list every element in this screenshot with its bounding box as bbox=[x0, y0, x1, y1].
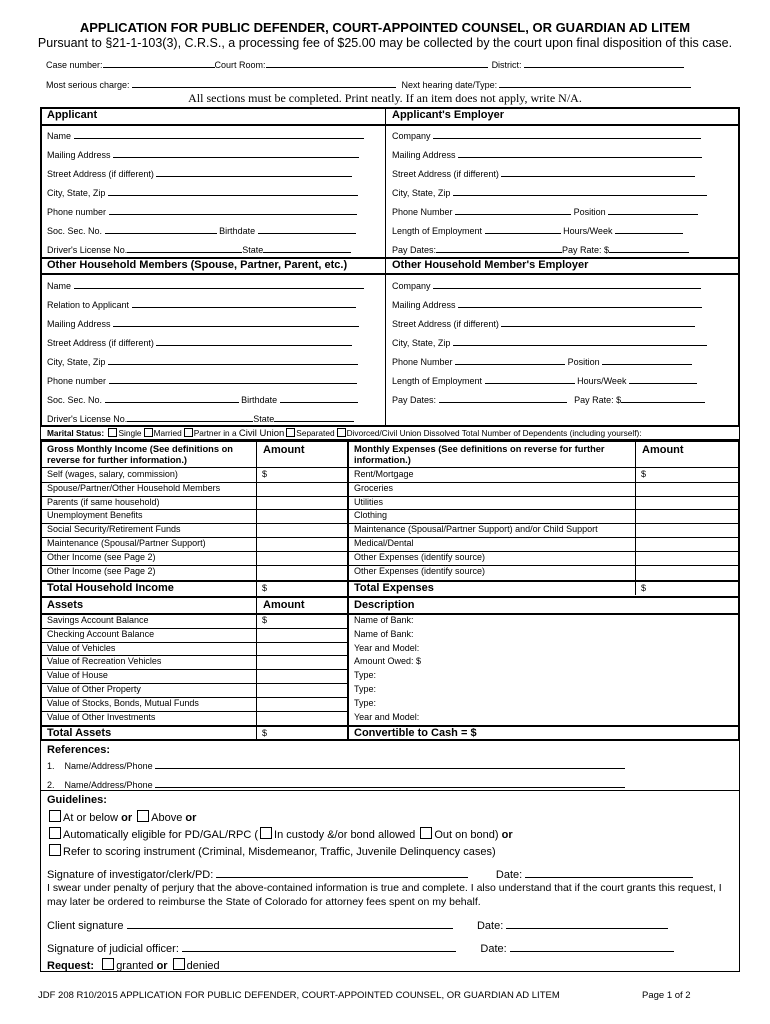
row-divider bbox=[40, 551, 740, 552]
asset-description[interactable]: Type: bbox=[354, 684, 377, 694]
position-label: Position bbox=[573, 207, 606, 217]
reference-2 bbox=[47, 779, 625, 790]
auto-eligible-label: Automatically eligible for PD/GAL/RPC ( bbox=[63, 829, 259, 841]
hh-position-field[interactable] bbox=[602, 356, 692, 365]
household-ssn-row bbox=[47, 394, 358, 405]
references-heading: References: bbox=[47, 744, 110, 756]
asset-description[interactable]: Year and Model: bbox=[354, 642, 420, 653]
hh-city-field[interactable] bbox=[108, 356, 358, 365]
hh-birthdate-label: Birthdate bbox=[241, 395, 278, 405]
asset-description[interactable]: Type: bbox=[354, 697, 377, 708]
ref-2-label: Name/Address/Phone bbox=[64, 780, 153, 790]
household-phone-row bbox=[47, 375, 357, 386]
marital-status-line bbox=[47, 428, 642, 439]
hh-emp-mailing-field[interactable] bbox=[458, 299, 702, 308]
applicant-street-row bbox=[47, 168, 352, 179]
hh-company-label: Company bbox=[392, 281, 431, 291]
at-or-below-checkbox[interactable] bbox=[49, 810, 61, 822]
asset-row-label: Savings Account Balance bbox=[47, 615, 149, 625]
name-field[interactable] bbox=[74, 130, 364, 139]
judicial-date-label: Date: bbox=[480, 943, 507, 955]
applicant-heading: Applicant bbox=[47, 109, 98, 121]
refer-row bbox=[47, 844, 496, 858]
hh-employer-company-row bbox=[392, 280, 701, 291]
ref-2-field[interactable] bbox=[155, 779, 625, 788]
auto-eligible-row bbox=[47, 827, 513, 841]
expense-row-label: Rent/Mortgage bbox=[354, 469, 414, 479]
ref-1-label: Name/Address/Phone bbox=[64, 761, 153, 771]
asset-row-label: Value of Stocks, Bonds, Mutual Funds bbox=[47, 697, 199, 708]
in-custody-label: In custody &/or bond allowed bbox=[274, 829, 416, 841]
applicant-mailing-row bbox=[47, 149, 359, 160]
district-label: District: bbox=[491, 60, 522, 70]
asset-row-divider bbox=[40, 628, 348, 629]
household-relation-row bbox=[47, 299, 356, 310]
investigator-sig-label: Signature of investigator/clerk/PD: bbox=[47, 869, 214, 881]
request-row bbox=[47, 958, 220, 972]
auto-eligible-checkbox[interactable] bbox=[49, 827, 61, 839]
row-divider bbox=[40, 537, 740, 538]
hh-license-field[interactable] bbox=[127, 413, 253, 422]
hh-length-field[interactable] bbox=[485, 375, 575, 384]
or-label-3: or bbox=[501, 829, 513, 841]
form-title: APPLICATION FOR PUBLIC DEFENDER, COURT-APPOINTED COUNSEL, OR GUARDIAN AD LITEM bbox=[79, 20, 691, 35]
phone-label: Phone number bbox=[47, 207, 107, 217]
hh-company-field[interactable] bbox=[433, 280, 701, 289]
income-heading: Gross Monthly Income (See definitions on reverse for further information.) bbox=[47, 444, 233, 465]
asset-row-divider bbox=[40, 697, 348, 698]
hh-pay-rate-label: Pay Rate: $ bbox=[574, 395, 622, 405]
asset-row-label: Checking Account Balance bbox=[47, 628, 155, 639]
next-hearing-field[interactable] bbox=[499, 79, 691, 88]
swear-statement: I swear under penalty of perjury that the above-contained information is true and complete. I also understand that if the court grants this request, I may later be ordered to reimburse the State of Colorado for attorney fees spent on my behalf. bbox=[47, 882, 722, 908]
household-mailing-row bbox=[47, 318, 359, 329]
household-employer-heading: Other Household Member's Employer bbox=[392, 259, 589, 271]
investigator-signature-row bbox=[47, 867, 693, 881]
household-name-row bbox=[47, 280, 364, 291]
hh-city-label: City, State, Zip bbox=[47, 357, 106, 367]
hh-name-label: Name bbox=[47, 281, 72, 291]
hh-state-label: State bbox=[253, 414, 275, 424]
asset-row-label: Value of Other Property bbox=[47, 684, 141, 694]
total-assets-label: Total Assets bbox=[47, 727, 112, 739]
hh-pay-dates-label: Pay Dates: bbox=[392, 395, 437, 405]
charge-row bbox=[46, 79, 691, 90]
length-employment-field[interactable] bbox=[485, 225, 561, 234]
pay-dates-label: Pay Dates: bbox=[392, 245, 437, 255]
income-row-label: Social Security/Retirement Funds bbox=[47, 524, 181, 535]
hh-emp-street-label: Street Address (if different) bbox=[392, 319, 499, 329]
partner-checkbox[interactable] bbox=[184, 428, 193, 437]
ref-2-number: 2. bbox=[47, 780, 55, 790]
assets-amount-heading: Amount bbox=[263, 599, 305, 611]
employer-phone-field[interactable] bbox=[455, 206, 571, 215]
hh-emp-phone-label: Phone Number bbox=[392, 357, 453, 367]
hh-pay-rate-field[interactable] bbox=[621, 394, 705, 403]
employer-mailing-row bbox=[392, 149, 702, 160]
birthdate-label: Birthdate bbox=[219, 226, 256, 236]
household-heading: Other Household Members (Spouse, Partner, Parent, etc.) bbox=[47, 259, 348, 271]
hh-birthdate-field[interactable] bbox=[280, 394, 358, 403]
employer-street-row bbox=[392, 168, 695, 179]
instructions: All sections must be completed. Print neatly. If an item does not apply, write N/A. bbox=[188, 91, 582, 105]
state-field[interactable] bbox=[263, 244, 351, 253]
footer-page-number: Page 1 of 2 bbox=[642, 990, 691, 1001]
judicial-sig-field[interactable] bbox=[182, 941, 456, 952]
hh-pay-dates-field[interactable] bbox=[439, 394, 567, 403]
city-state-zip-field[interactable] bbox=[108, 187, 358, 196]
hh-employer-phone-row bbox=[392, 356, 692, 367]
employer-length-row bbox=[392, 225, 683, 236]
out-on-bond-label: Out on bond) bbox=[434, 829, 499, 841]
row-divider bbox=[40, 509, 740, 510]
asset-row-divider bbox=[40, 711, 348, 712]
street-address-field[interactable] bbox=[156, 168, 352, 177]
mailing-address-field[interactable] bbox=[113, 149, 359, 158]
expense-row-label: Medical/Dental bbox=[354, 538, 414, 548]
granted-label: granted bbox=[116, 960, 154, 972]
employer-mailing-field[interactable] bbox=[458, 149, 702, 158]
savings-amount[interactable]: $ bbox=[262, 615, 268, 625]
assets-heading: Assets bbox=[47, 599, 84, 611]
company-field[interactable] bbox=[433, 130, 701, 139]
employer-heading: Applicant's Employer bbox=[392, 109, 505, 121]
hh-name-field[interactable] bbox=[74, 280, 364, 289]
judicial-date-field[interactable] bbox=[510, 941, 674, 952]
row-divider bbox=[40, 482, 740, 483]
expenses-heading: Monthly Expenses (See definitions on reverse for further information.) bbox=[354, 444, 605, 465]
employer-city-field[interactable] bbox=[453, 187, 707, 196]
reference-1 bbox=[47, 760, 625, 771]
hh-phone-field[interactable] bbox=[109, 375, 357, 384]
applicant-city-row bbox=[47, 187, 358, 198]
judicial-sig-label: Signature of judicial officer: bbox=[47, 943, 179, 955]
phone-field[interactable] bbox=[109, 206, 357, 215]
income-guideline-row bbox=[47, 810, 196, 824]
total-income-label: Total Household Income bbox=[47, 582, 174, 594]
district-field[interactable] bbox=[524, 59, 684, 68]
hh-mailing-field[interactable] bbox=[113, 318, 359, 327]
household-license-row bbox=[47, 413, 354, 424]
or-label-4: or bbox=[156, 960, 168, 972]
convertible-label: Convertible to Cash = $ bbox=[354, 727, 477, 739]
row-divider bbox=[40, 565, 740, 566]
hh-employer-mailing-row bbox=[392, 299, 702, 310]
license-field[interactable] bbox=[127, 244, 242, 253]
hh-hours-field[interactable] bbox=[629, 375, 697, 384]
total-expenses-dollar[interactable]: $ bbox=[641, 583, 647, 593]
asset-description[interactable]: Type: bbox=[354, 670, 377, 681]
hh-ssn-field[interactable] bbox=[105, 394, 239, 403]
total-expenses-label: Total Expenses bbox=[354, 582, 434, 594]
applicant-name-row bbox=[47, 130, 364, 141]
expense-row-label: Other Expenses (identify source) bbox=[354, 551, 486, 562]
license-label: Driver's License No. bbox=[47, 245, 128, 255]
pay-rate-field[interactable] bbox=[609, 244, 689, 253]
income-self-amount[interactable]: $ bbox=[262, 469, 268, 479]
asset-row-label: Value of Vehicles bbox=[47, 642, 116, 653]
hh-mailing-label: Mailing Address bbox=[47, 319, 111, 329]
employer-company-row bbox=[392, 130, 701, 141]
denied-checkbox[interactable] bbox=[173, 958, 185, 970]
hh-license-label: Driver's License No. bbox=[47, 414, 128, 424]
asset-row-divider bbox=[40, 642, 348, 643]
in-custody-checkbox[interactable] bbox=[260, 827, 272, 839]
pay-rate-label: Pay Rate: $ bbox=[562, 245, 610, 255]
asset-row-label: Value of House bbox=[47, 670, 108, 681]
or-label-2: or bbox=[185, 812, 197, 824]
guidelines-heading: Guidelines: bbox=[47, 794, 107, 806]
above-label: Above bbox=[151, 812, 183, 824]
hh-state-field[interactable] bbox=[274, 413, 354, 422]
row-divider bbox=[40, 523, 740, 524]
judicial-signature-row bbox=[47, 941, 674, 955]
employer-street-field[interactable] bbox=[501, 168, 695, 177]
hh-length-label: Length of Employment bbox=[392, 376, 483, 386]
refer-checkbox[interactable] bbox=[49, 844, 61, 856]
street-address-label: Street Address (if different) bbox=[47, 169, 154, 179]
company-label: Company bbox=[392, 131, 431, 141]
employer-mailing-label: Mailing Address bbox=[392, 150, 456, 160]
assets-description-heading: Description bbox=[354, 599, 415, 611]
at-or-below-label: At or below bbox=[63, 812, 119, 824]
client-sig-field[interactable] bbox=[127, 918, 453, 929]
employer-city-row bbox=[392, 187, 707, 198]
hh-emp-mailing-label: Mailing Address bbox=[392, 300, 456, 310]
income-row-label: Maintenance (Spousal/Partner Support) bbox=[47, 538, 206, 548]
hh-position-label: Position bbox=[567, 357, 600, 367]
asset-description[interactable]: Year and Model: bbox=[354, 711, 420, 722]
income-row-label: Other Income (see Page 2) bbox=[47, 551, 156, 562]
separated-label: Separated bbox=[296, 428, 335, 438]
asset-description[interactable]: Amount Owed: $ bbox=[354, 656, 422, 667]
row-divider bbox=[40, 496, 740, 497]
investigator-date-field[interactable] bbox=[525, 867, 693, 878]
total-income-dollar[interactable]: $ bbox=[262, 583, 268, 593]
hh-hours-label: Hours/Week bbox=[577, 376, 627, 386]
income-row-label: Self (wages, salary, commission) bbox=[47, 469, 178, 479]
employer-phone-row bbox=[392, 206, 698, 217]
income-row-label: Parents (if same household) bbox=[47, 496, 160, 507]
hh-employer-city-row bbox=[392, 337, 707, 348]
refer-label: Refer to scoring instrument (Criminal, Misdemeanor, Traffic, Juvenile Delinquency cases) bbox=[63, 846, 496, 858]
asset-description[interactable]: Name of Bank: bbox=[354, 615, 414, 625]
client-date-field[interactable] bbox=[506, 918, 668, 929]
hours-week-label: Hours/Week bbox=[563, 226, 613, 236]
separated-checkbox[interactable] bbox=[286, 428, 295, 437]
pay-dates-field[interactable] bbox=[436, 244, 562, 253]
case-number-label: Case number: bbox=[46, 60, 103, 70]
position-field[interactable] bbox=[608, 206, 698, 215]
expense-row-label: Clothing bbox=[354, 510, 388, 521]
most-serious-charge-label: Most serious charge: bbox=[46, 80, 130, 90]
court-room-label: Court Room: bbox=[214, 60, 266, 70]
income-row-label: Unemployment Benefits bbox=[47, 510, 143, 521]
hh-employer-pay-row bbox=[392, 394, 705, 405]
investigator-date-label: Date: bbox=[495, 869, 523, 881]
expenses-amount-heading: Amount bbox=[642, 444, 684, 456]
above-checkbox[interactable] bbox=[137, 810, 149, 822]
employer-phone-label: Phone Number bbox=[392, 207, 453, 217]
or-label-1: or bbox=[121, 812, 133, 824]
applicant-license-row bbox=[47, 244, 351, 255]
ssn-label: Soc. Sec. No. bbox=[47, 226, 103, 236]
married-checkbox[interactable] bbox=[144, 428, 153, 437]
ref-1-field[interactable] bbox=[155, 760, 625, 769]
hh-relation-label: Relation to Applicant bbox=[47, 300, 130, 310]
hh-emp-street-field[interactable] bbox=[501, 318, 695, 327]
ref-1-number: 1. bbox=[47, 761, 55, 771]
total-assets-dollar[interactable]: $ bbox=[262, 728, 268, 738]
asset-row-label: Value of Recreation Vehicles bbox=[47, 656, 162, 667]
hh-street-field[interactable] bbox=[156, 337, 352, 346]
birthdate-field[interactable] bbox=[258, 225, 356, 234]
case-number-field[interactable] bbox=[103, 59, 215, 68]
married-label: Married bbox=[153, 428, 182, 438]
applicant-phone-row bbox=[47, 206, 357, 217]
state-label: State bbox=[242, 245, 264, 255]
expense-row-label: Maintenance (Spousal/Partner Support) and/or Child Support bbox=[354, 524, 598, 535]
hh-relation-field[interactable] bbox=[132, 299, 356, 308]
out-on-bond-checkbox[interactable] bbox=[420, 827, 432, 839]
partner-label: Partner in a bbox=[193, 428, 237, 438]
investigator-sig-field[interactable] bbox=[216, 867, 468, 878]
denied-label: denied bbox=[186, 960, 220, 972]
civil-union-label: Civil Union bbox=[238, 428, 285, 439]
household-city-row bbox=[47, 356, 358, 367]
asset-description[interactable]: Name of Bank: bbox=[354, 628, 414, 639]
length-employment-label: Length of Employment bbox=[392, 226, 483, 236]
income-row-label: Spouse/Partner/Other Household Members bbox=[47, 482, 221, 493]
divorced-label: Divorced/Civil Union Dissolved Total Number of Dependents (including yourself): bbox=[346, 428, 642, 438]
form-subtitle: Pursuant to §21-1-103(3), C.R.S., a processing fee of $25.00 may be collected by the court upon final disposition of this case. bbox=[37, 36, 733, 50]
income-row-label: Other Income (see Page 2) bbox=[47, 565, 156, 576]
city-state-zip-label: City, State, Zip bbox=[47, 188, 106, 198]
expense-row-label: Groceries bbox=[354, 482, 394, 493]
household-street-row bbox=[47, 337, 352, 348]
income-amount-heading: Amount bbox=[263, 444, 305, 456]
hh-emp-phone-field[interactable] bbox=[455, 356, 565, 365]
hh-ssn-label: Soc. Sec. No. bbox=[47, 395, 103, 405]
hh-employer-length-row bbox=[392, 375, 697, 386]
hours-week-field[interactable] bbox=[615, 225, 683, 234]
ssn-field[interactable] bbox=[105, 225, 217, 234]
hh-emp-city-field[interactable] bbox=[453, 337, 707, 346]
request-label: Request: bbox=[47, 960, 95, 972]
asset-row-divider bbox=[40, 655, 348, 656]
employer-city-label: City, State, Zip bbox=[392, 188, 451, 198]
expense-rent-amount[interactable]: $ bbox=[641, 469, 647, 479]
employer-street-label: Street Address (if different) bbox=[392, 169, 499, 179]
asset-row-label: Value of Other Investments bbox=[47, 711, 156, 722]
case-info-row bbox=[46, 59, 684, 70]
single-checkbox[interactable] bbox=[108, 428, 117, 437]
asset-row-divider bbox=[40, 683, 348, 684]
granted-checkbox[interactable] bbox=[102, 958, 114, 970]
most-serious-charge-field[interactable] bbox=[132, 79, 396, 88]
single-label: Single bbox=[118, 428, 142, 438]
hh-employer-street-row bbox=[392, 318, 695, 329]
footer-form-id: JDF 208 R10/2015 APPLICATION FOR PUBLIC DEFENDER, COURT-APPOINTED COUNSEL, OR GUARDIAN AD LITEM bbox=[38, 990, 560, 1001]
applicant-ssn-row bbox=[47, 225, 356, 236]
mailing-address-label: Mailing Address bbox=[47, 150, 111, 160]
hh-phone-label: Phone number bbox=[47, 376, 107, 386]
client-signature-row bbox=[47, 918, 668, 932]
name-label: Name bbox=[47, 131, 72, 141]
asset-row-divider bbox=[40, 669, 348, 670]
court-room-field[interactable] bbox=[266, 59, 488, 68]
employer-pay-row bbox=[392, 244, 689, 255]
expense-row-label: Other Expenses (identify source) bbox=[354, 565, 486, 576]
client-date-label: Date: bbox=[476, 920, 504, 932]
expense-row-label: Utilities bbox=[354, 496, 384, 507]
client-sig-label: Client signature bbox=[47, 920, 124, 932]
hh-street-label: Street Address (if different) bbox=[47, 338, 154, 348]
hh-emp-city-label: City, State, Zip bbox=[392, 338, 451, 348]
marital-label: Marital Status: bbox=[47, 428, 105, 438]
next-hearing-label: Next hearing date/Type: bbox=[401, 80, 498, 90]
divorced-checkbox[interactable] bbox=[337, 428, 346, 437]
